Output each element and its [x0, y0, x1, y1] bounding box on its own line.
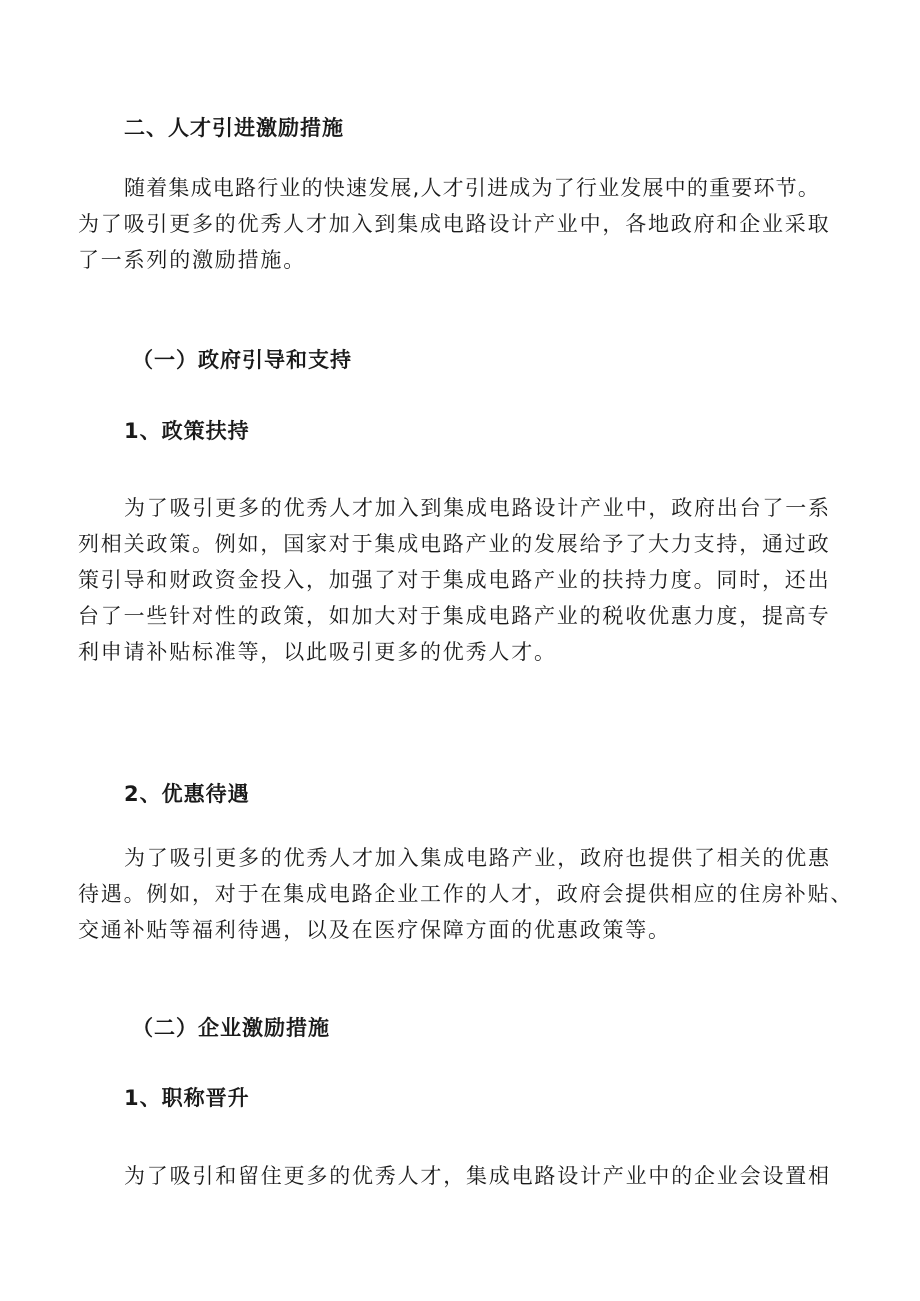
subsection-title-enterprise: （二）企业激励措施 [132, 1016, 330, 1040]
preferential-treatment-paragraph [78, 840, 854, 948]
paragraph-line: 为了吸引更多的优秀人才加入到集成电路设计产业中，各地政府和企业采取 [78, 212, 831, 236]
intro-paragraph [78, 170, 844, 278]
paragraph-line: 策引导和财政资金投入，加强了对于集成电路产业的扶持力度。同时，还出 [78, 568, 831, 592]
paragraph-line: 为了吸引更多的优秀人才加入集成电路产业，政府也提供了相关的优惠 [124, 846, 831, 870]
paragraph-line: 为了吸引和留住更多的优秀人才，集成电路设计产业中的企业会设置相 [124, 1164, 831, 1188]
paragraph-line: 随着集成电路行业的快速发展,人才引进成为了行业发展中的重要环节。 [124, 176, 821, 200]
paragraph-line: 列相关政策。例如，国家对于集成电路产业的发展给予了大力支持，通过政 [78, 532, 831, 556]
paragraph-line: 为了吸引更多的优秀人才加入到集成电路设计产业中，政府出台了一系 [124, 496, 831, 520]
paragraph-line: 待遇。例如，对于在集成电路企业工作的人才，政府会提供相应的住房补贴、 [78, 882, 854, 906]
paragraph-line: 台了一些针对性的政策，如加大对于集成电路产业的税收优惠力度，提高专 [78, 604, 831, 628]
paragraph-line: 了一系列的激励措施。 [78, 248, 306, 272]
section-title: 二、人才引进激励措施 [124, 116, 344, 140]
item-title-title-promotion: 1、职称晋升 [124, 1086, 250, 1110]
paragraph-line: 利申请补贴标准等，以此吸引更多的优秀人才。 [78, 640, 557, 664]
paragraph-line: 交通补贴等福利待遇，以及在医疗保障方面的优惠政策等。 [78, 918, 671, 942]
item-title-preferential-treatment: 2、优惠待遇 [124, 782, 250, 806]
policy-support-paragraph [78, 490, 844, 670]
subsection-title-government: （一）政府引导和支持 [132, 348, 352, 372]
title-promotion-paragraph [78, 1158, 844, 1194]
item-title-policy-support: 1、政策扶持 [124, 419, 250, 443]
